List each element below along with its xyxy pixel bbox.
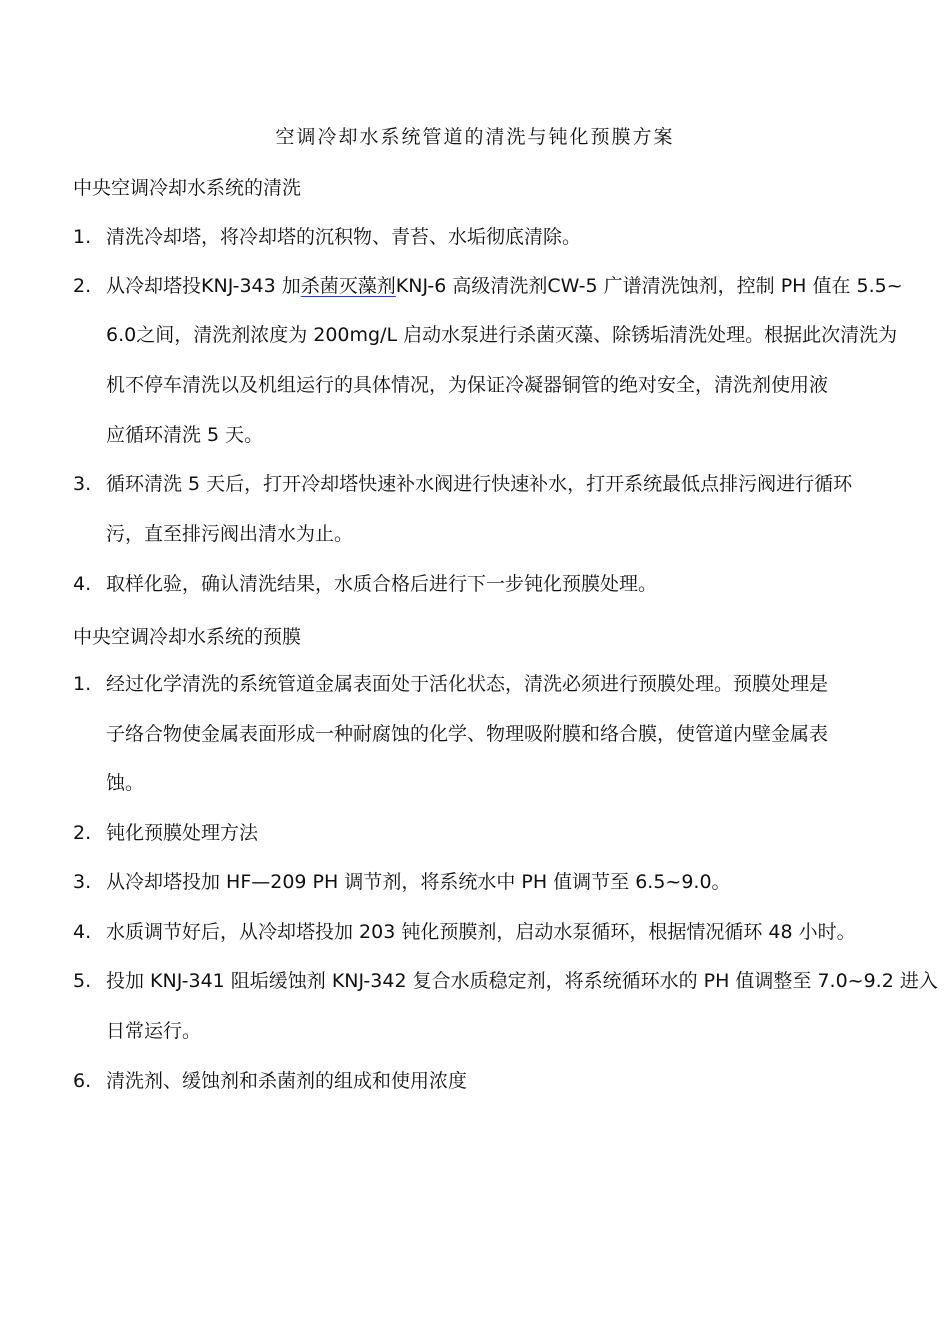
list-item-text: 经过化学清洗的系统管道金属表面处于活化状态，清洗必须进行预膜处理。预膜处理是 — [106, 673, 829, 695]
list-item-text: 清洗剂、缓蚀剂和杀菌剂的组成和使用浓度 — [106, 1070, 468, 1092]
list-item-text: 水质调节好后，从冷却塔投加 203 钝化预膜剂，启动水泵循环，根据情况循环 48 小时。 — [106, 921, 856, 943]
list-item-text: 钝化预膜处理方法 — [106, 822, 259, 844]
list-item-text: 机不停车清洗以及机组运行的具体情况，为保证冷凝器铜管的绝对安全，清洗剂使用液 — [106, 374, 829, 396]
list-item-text: 子络合物使金属表面形成一种耐腐蚀的化学、物理吸附膜和络合膜，使管道内壁金属表 — [106, 723, 829, 745]
text-segment: ，控制 PH 值在 5.5~ — [717, 275, 903, 297]
list-number: 3. — [73, 871, 92, 893]
list-number: 1. — [73, 673, 92, 695]
list-item-text: 循环清洗 5 天后，打开冷却塔快速补水阀进行快速补水，打开系统最低点排污阀进行循环 — [106, 473, 853, 495]
list-item-text: 应循环清洗 5 天。 — [106, 424, 264, 446]
list-item-text — [106, 273, 903, 299]
list-number: 6. — [73, 1070, 92, 1092]
page-title: 空调冷却水系统管道的清洗与钝化预膜方案 — [275, 126, 675, 148]
list-number: 3. — [73, 473, 92, 495]
list-item-text: 蚀。 — [106, 772, 145, 794]
list-item-text: 取样化验，确认清洗结果，水质合格后进行下一步钝化预膜处理。 — [106, 573, 658, 595]
section-heading-filming: 中央空调冷却水系统的预膜 — [73, 626, 302, 648]
hyperlink[interactable]: 杀菌灭藻剂 — [300, 275, 396, 297]
list-item-text: 从冷却塔投加 HF—209 PH 调节剂，将系统水中 PH 值调节至 6.5~9.0。 — [106, 871, 731, 893]
list-number: 4. — [73, 921, 92, 943]
list-item-text: 日常运行。 — [106, 1020, 202, 1042]
list-item-text: 清洗冷却塔，将冷却塔的沉积物、青苔、水垢彻底清除。 — [106, 226, 582, 248]
text-segment: KNJ-343 加 — [201, 275, 301, 297]
list-item-text: 6.0之间，清洗剂浓度为 200mg/L 启动水泵进行杀菌灭藻、除锈垢清洗处理。根据此次清洗为 — [106, 324, 898, 346]
text-segment: CW-5 广谱清洗蚀剂 — [547, 275, 718, 297]
list-item-text: 污，直至排污阀出清水为止。 — [106, 523, 354, 545]
list-number: 2. — [73, 275, 92, 297]
list-number: 1. — [73, 226, 92, 248]
list-item-text: 投加 KNJ-341 阻垢缓蚀剂 KNJ-342 复合水质稳定剂，将系统循环水的 PH 值调整至 7.0~9.2 进入 — [106, 970, 938, 992]
list-number: 4. — [73, 573, 92, 595]
text-segment: KNJ-6 高级清洗剂 — [395, 275, 548, 297]
list-number: 2. — [73, 822, 92, 844]
list-number: 5. — [73, 970, 92, 992]
section-heading-cleaning: 中央空调冷却水系统的清洗 — [73, 177, 302, 199]
text-segment: 从冷却塔投 — [106, 275, 202, 297]
